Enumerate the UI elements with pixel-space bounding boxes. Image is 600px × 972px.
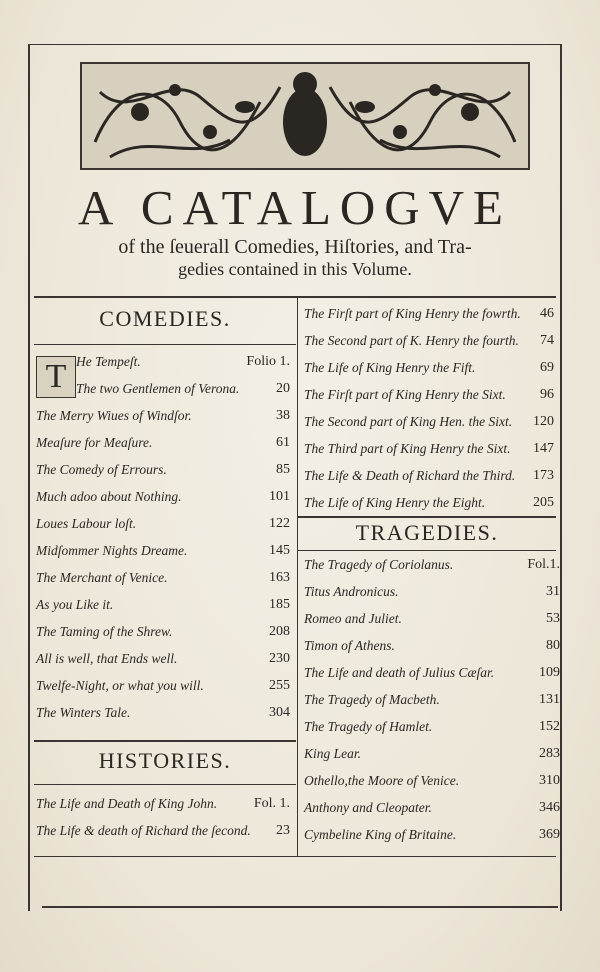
catalogue-entry [304, 769, 560, 793]
entry-title: Loues Labour loſt. [36, 516, 137, 531]
footer-rule [34, 856, 556, 857]
catalogue-entry [304, 553, 560, 577]
catalogue-entry [36, 458, 290, 482]
entry-title: Anthony and Cleopater. [304, 800, 432, 815]
entry-page-number: 283 [539, 746, 560, 761]
catalogue-entry [304, 715, 560, 739]
entry-page-number: 369 [539, 827, 560, 842]
catalogue-entry [36, 539, 290, 563]
entry-title: Much adoo about Nothing. [36, 489, 182, 504]
entry-page-number: 38 [276, 408, 290, 423]
entry-page-number: 131 [539, 692, 560, 707]
entry-title: Cymbeline King of Britaine. [304, 827, 457, 842]
catalogue-entry [76, 377, 290, 401]
catalogue-entry [36, 701, 290, 725]
catalogue-subtitle: of the ſeuerall Comedies, Hiſtories, and Tra- [118, 236, 472, 258]
entry-title: The Life of King Henry the Fift. [304, 360, 476, 375]
entry-title: The Life of King Henry the Eight. [304, 495, 486, 510]
catalogue-entry [36, 674, 290, 698]
entry-page-number: 74 [540, 333, 554, 348]
catalogue-entry [304, 823, 560, 847]
entry-page-number: 152 [539, 719, 560, 734]
entry-page-number: 61 [276, 435, 290, 450]
entry-page-number: 23 [276, 823, 290, 838]
catalogue-entry [36, 566, 290, 590]
comedies-heading: COMEDIES. [99, 306, 231, 331]
entry-page-number: Fol. 1. [253, 796, 290, 811]
entry-page-number: 310 [539, 773, 560, 788]
entry-page-number: 122 [269, 516, 290, 531]
entry-page-number: Fol.1. [527, 557, 560, 572]
catalogue-entry [36, 485, 290, 509]
catalogue-entry [304, 580, 560, 604]
entry-title: The Merry Wiues of Windſor. [36, 408, 192, 423]
entry-title: The Second part of King Hen. the Sixt. [304, 414, 513, 429]
entry-page-number: 109 [539, 665, 560, 680]
entry-page-number: 31 [546, 584, 560, 599]
entry-title: The Firſt part of King Henry the Sixt. [304, 387, 506, 402]
entry-page-number: 53 [546, 611, 560, 626]
entry-title: The Life and death of Julius Cæſar. [304, 665, 495, 680]
catalogue-entry [304, 329, 554, 353]
entry-title: The Firſt part of King Henry the fowrth. [304, 306, 521, 321]
entry-title: The Merchant of Venice. [36, 570, 168, 585]
catalogue-entry [304, 688, 560, 712]
entry-title: The Tragedy of Macbeth. [304, 692, 440, 707]
catalogue-entry [304, 464, 554, 488]
entry-title: The Winters Tale. [36, 705, 131, 720]
entry-title: The Life & death of Richard the ſecond. [36, 823, 251, 838]
catalogue-entry [304, 491, 554, 515]
entry-page-number: 80 [546, 638, 560, 653]
entry-title: King Lear. [304, 746, 362, 761]
entry-title: Midſommer Nights Dreame. [36, 543, 188, 558]
entry-title: As you Like it. [36, 597, 114, 612]
catalogue-entry [36, 593, 290, 617]
entry-page-number: 205 [533, 495, 554, 510]
entry-title: The Life and Death of King John. [36, 796, 218, 811]
entry-page-number: Folio 1. [246, 354, 290, 369]
catalogue-entry [304, 437, 554, 461]
entry-page-number: 147 [533, 441, 554, 456]
catalogue-entry [36, 620, 290, 644]
entry-title: The Comedy of Errours. [36, 462, 167, 477]
catalogue-entry [36, 512, 290, 536]
entry-page-number: 69 [540, 360, 554, 375]
entry-page-number: 163 [269, 570, 290, 585]
entry-title: Twelfe-Night, or what you will. [36, 678, 204, 693]
tragedies-rule [298, 550, 556, 551]
entry-title: The Second part of K. Henry the fourth. [304, 333, 519, 348]
tragedies-top-rule [298, 516, 556, 518]
catalogue-title: A CATALOGVE [78, 180, 512, 235]
catalogue-entry [304, 356, 554, 380]
catalogue-entry [304, 742, 560, 766]
catalogue-entry [304, 302, 554, 326]
entry-page-number: 85 [276, 462, 290, 477]
histories-top-rule [34, 740, 296, 742]
catalogue-entry [304, 661, 560, 685]
entry-page-number: 185 [269, 597, 290, 612]
entry-title: Othello,the Moore of Venice. [304, 773, 460, 788]
entry-page-number: 96 [540, 387, 554, 402]
entry-title: The Third part of King Henry the Sixt. [304, 441, 511, 456]
entry-page-number: 208 [269, 624, 290, 639]
entry-page-number: 346 [539, 800, 560, 815]
entry-title: He Tempeſt. [76, 354, 141, 369]
entry-title: Meaſure for Meaſure. [36, 435, 153, 450]
entry-page-number: 101 [269, 489, 290, 504]
entry-page-number: 230 [269, 651, 290, 666]
entry-page-number: 173 [533, 468, 554, 483]
catalogue-entry [304, 410, 554, 434]
entry-page-number: 120 [533, 414, 554, 429]
dropcap-letter: T [36, 356, 76, 398]
entry-page-number: 255 [269, 678, 290, 693]
entry-page-number: 145 [269, 543, 290, 558]
entry-page-number: 20 [276, 381, 290, 396]
bottom-rule [42, 906, 558, 908]
tragedies-heading: TRAGEDIES. [355, 520, 499, 545]
header-rule [34, 296, 556, 298]
catalogue-entry [76, 350, 290, 374]
catalogue-subtitle-continued: gedies contained in this Volume. [178, 259, 412, 279]
column-divider [297, 296, 298, 856]
entry-title: Timon of Athens. [304, 638, 395, 653]
entry-title: Titus Andronicus. [304, 584, 399, 599]
catalogue-entry [36, 647, 290, 671]
entry-title: Romeo and Juliet. [304, 611, 402, 626]
entry-page-number: 304 [269, 705, 290, 720]
catalogue-entry [36, 404, 290, 428]
catalogue-entry [36, 792, 290, 816]
catalogue-entry [304, 607, 560, 631]
catalogue-entry [304, 383, 554, 407]
entry-title: The Tragedy of Hamlet. [304, 719, 433, 734]
entry-title: The Tragedy of Coriolanus. [304, 557, 454, 572]
entry-title: The Life & Death of Richard the Third. [304, 468, 516, 483]
catalogue-entry [36, 431, 290, 455]
catalogue-entry [304, 796, 560, 820]
catalogue-entry [36, 819, 290, 843]
entry-title: All is well, that Ends well. [36, 651, 178, 666]
headpiece-ornament-icon [80, 62, 530, 170]
histories-rule [34, 784, 296, 785]
entry-title: The two Gentlemen of Verona. [76, 381, 240, 396]
entry-title: The Taming of the Shrew. [36, 624, 173, 639]
histories-heading: HISTORIES. [98, 748, 232, 773]
catalogue-entry [304, 634, 560, 658]
entry-page-number: 46 [540, 306, 554, 321]
comedies-rule [34, 344, 296, 345]
